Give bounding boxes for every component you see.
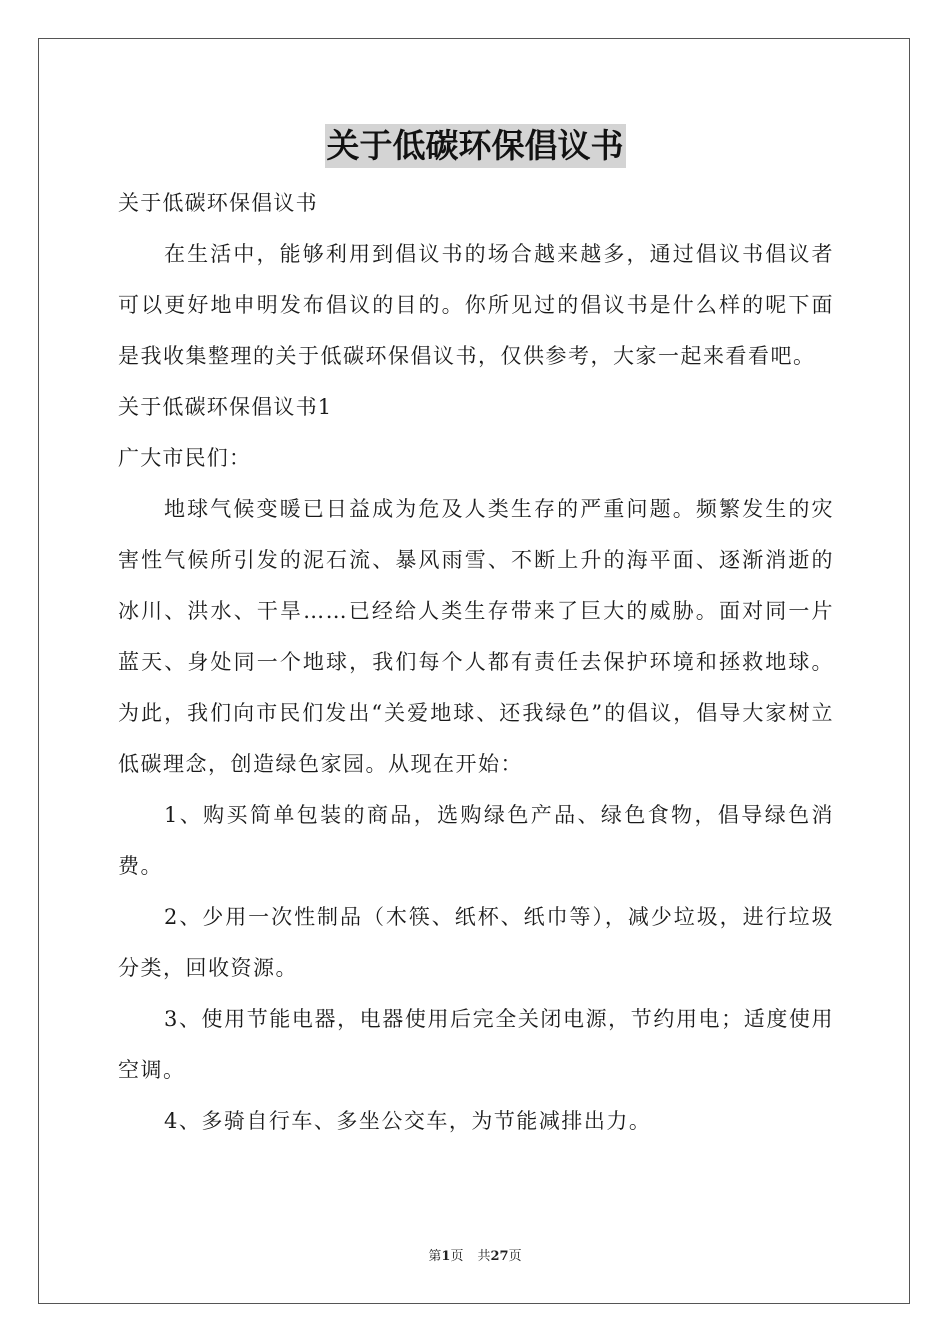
section-heading: 关于低碳环保倡议书1	[118, 395, 333, 419]
current-page-number: 1	[441, 1249, 451, 1264]
document-title: 关于低碳环保倡议书	[325, 124, 626, 168]
body-paragraph: 地球气候变暖已日益成为危及人类生存的严重问题。频繁发生的灾害性气候所引发的泥石流、暴风雨雪、不断上升的海平面、逐渐消逝的冰川、洪水、干旱……已经给人类生存带来了巨大的威胁。面对同一片蓝天、身处同一个地球，我们每个人都有责任去保护环境和拯救地球。为此，我们向市民们发出“关爱地球、还我绿色”的倡议，倡导大家树立低碳理念，创造绿色家园。从现在开始：	[118, 497, 834, 776]
page-footer	[0, 1245, 950, 1264]
salutation: 广大市民们：	[118, 446, 252, 470]
intro-paragraph: 在生活中，能够利用到倡议书的场合越来越多，通过倡议书倡议者可以更好地申明发布倡议的目的。你所见过的倡议书是什么样的呢下面是我收集整理的关于低碳环保倡议书，仅供参考，大家一起来看看吧。	[118, 242, 834, 368]
total-page-count: 27	[490, 1249, 509, 1264]
subtitle: 关于低碳环保倡议书	[118, 191, 318, 215]
title-container	[0, 124, 950, 168]
document-body	[118, 178, 834, 1147]
page-prefix: 第	[428, 1249, 442, 1264]
list-item: 2、少用一次性制品（木筷、纸杯、纸巾等），减少垃圾，进行垃圾分类，回收资源。	[118, 905, 834, 980]
total-suffix: 页	[508, 1249, 522, 1264]
page-suffix: 页	[450, 1249, 464, 1264]
list-item: 1、购买简单包装的商品，选购绿色产品、绿色食物，倡导绿色消费。	[118, 803, 834, 878]
list-item: 3、使用节能电器，电器使用后完全关闭电源，节约用电；适度使用空调。	[118, 1007, 834, 1082]
list-item: 4、多骑自行车、多坐公交车，为节能减排出力。	[164, 1109, 652, 1133]
total-prefix: 共	[477, 1249, 491, 1264]
